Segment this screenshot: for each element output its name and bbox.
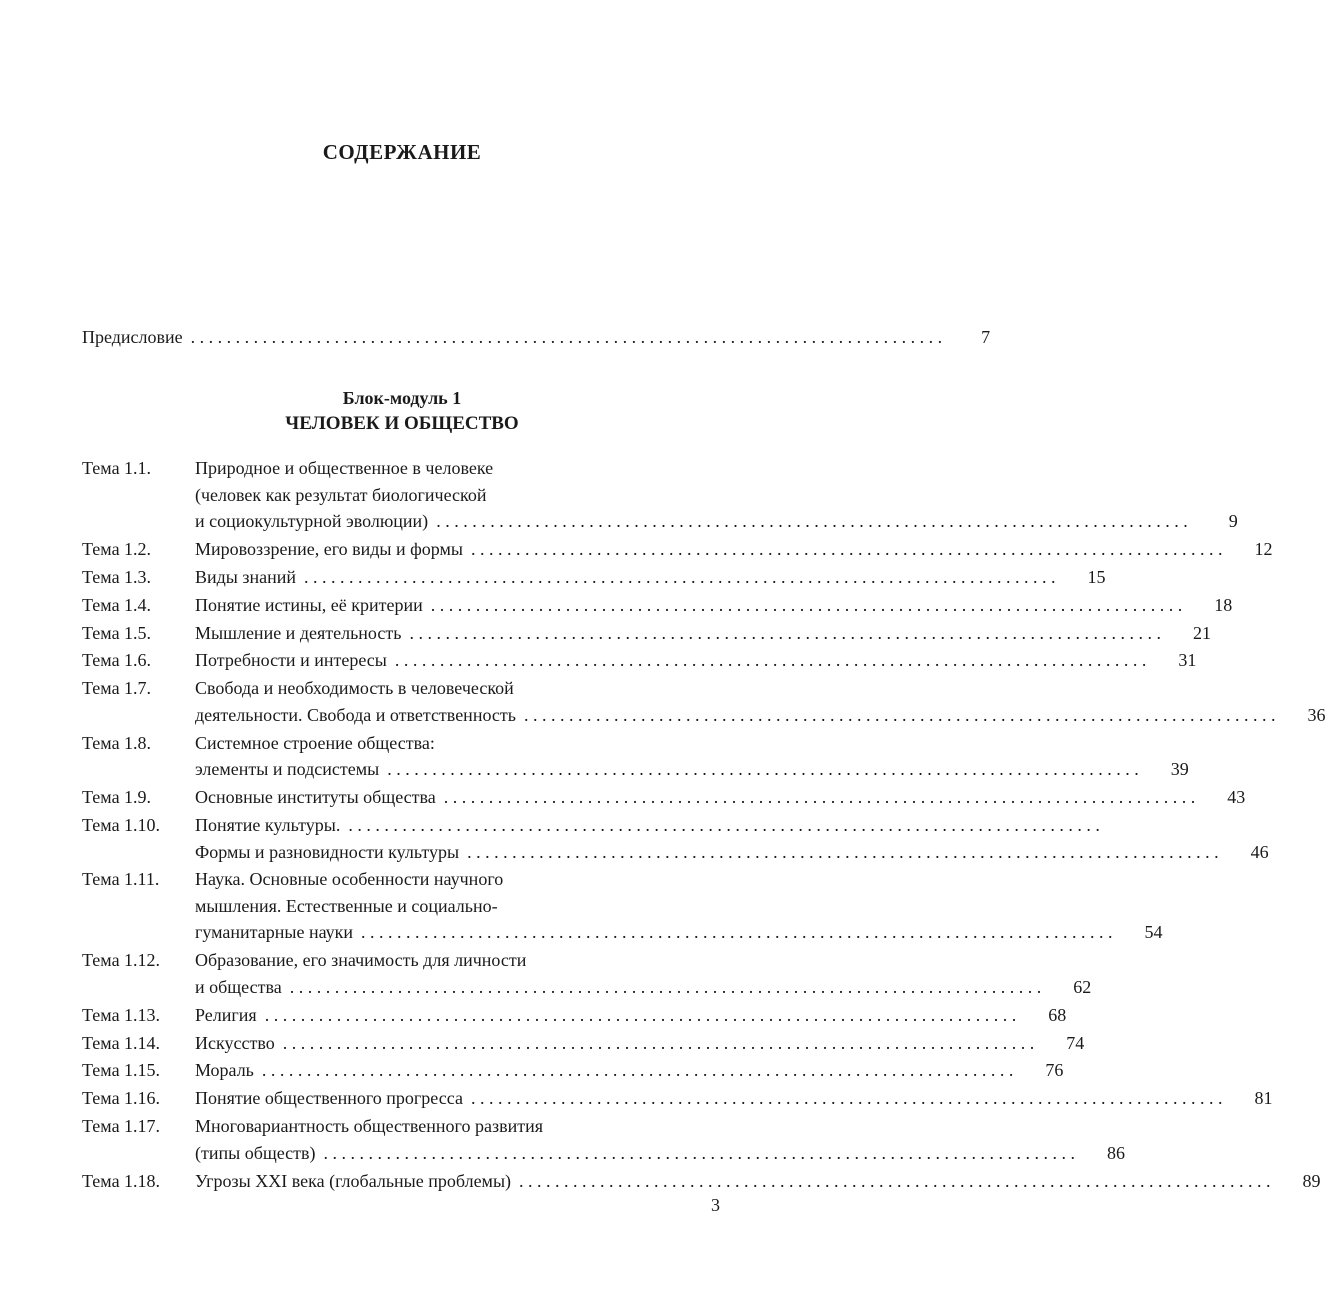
toc-entry-page: 68 [1048, 1004, 1067, 1025]
topic-number: Тема 1.16. [82, 1088, 161, 1109]
topic-number: Тема 1.18. [82, 1170, 161, 1191]
topic-body [195, 730, 1189, 783]
toc-entry[interactable] [82, 730, 1189, 783]
topic-title-line: Формы и разновидности культуры [195, 841, 460, 862]
leader-dots [431, 592, 1183, 619]
topic-title-line: Искусство [195, 1032, 275, 1053]
topic-title-line: (типы обществ) [195, 1142, 316, 1163]
toc-entry-page: 12 [1254, 538, 1273, 559]
topic-number: Тема 1.8. [82, 732, 152, 753]
toc-entry[interactable] [82, 620, 1211, 647]
toc-entry-page: 81 [1254, 1088, 1273, 1109]
topic-title-line: Мораль [195, 1060, 254, 1081]
topic-number: Тема 1.4. [82, 594, 152, 615]
toc-entry-label: Предисловие [82, 327, 183, 347]
topic-body [195, 647, 1196, 674]
toc-entry[interactable] [82, 675, 1325, 728]
topic-title-line: Системное строение общества: [195, 732, 435, 753]
topic-number: Тема 1.6. [82, 650, 152, 671]
topic-title-line: Наука. Основные особенности научного [195, 869, 504, 890]
toc-entry[interactable] [82, 564, 1106, 591]
topic-number: Тема 1.17. [82, 1116, 161, 1137]
toc-entry-page: 43 [1227, 787, 1246, 808]
toc-entry-page: 62 [1073, 976, 1092, 997]
toc-entry[interactable] [82, 536, 1273, 563]
toc-entry[interactable] [82, 866, 1163, 946]
leader-dots [471, 536, 1223, 563]
toc-entry[interactable] [82, 455, 1238, 535]
topic-body [195, 1057, 1063, 1084]
topic-title-line: деятельности. Свобода и ответственность [195, 704, 516, 725]
toc-entry-page: 76 [1045, 1060, 1064, 1081]
leader-dots [348, 812, 1218, 839]
leader-dots [361, 919, 1113, 946]
topic-number: Тема 1.5. [82, 622, 152, 643]
topic-body [195, 592, 1232, 619]
block-heading [0, 385, 804, 437]
toc-entry[interactable] [82, 1057, 1064, 1084]
topic-number: Тема 1.13. [82, 1004, 161, 1025]
toc-entry-page: 89 [1302, 1170, 1321, 1191]
block-title: ЧЕЛОВЕК И ОБЩЕСТВО [285, 413, 519, 434]
topic-title-line: Понятие общественного прогресса [195, 1088, 463, 1109]
leader-dots [290, 974, 1042, 1001]
topic-body [195, 866, 1163, 946]
topic-title-line: гуманитарные науки [195, 922, 354, 943]
leader-dots [191, 324, 943, 350]
toc-entry[interactable] [82, 1085, 1273, 1112]
toc-entry-page: 7 [981, 327, 991, 347]
topic-number: Тема 1.12. [82, 950, 161, 971]
leader-dots [436, 508, 1188, 535]
topic-number: Тема 1.7. [82, 678, 152, 699]
topic-body [195, 536, 1273, 563]
topic-title-line: Основные институты общества [195, 787, 436, 808]
toc-entry-page: 39 [1170, 759, 1189, 780]
topic-title-line: Потребности и интересы [195, 650, 387, 671]
topic-body [195, 947, 1091, 1000]
leader-dots [304, 564, 1056, 591]
leader-dots [444, 784, 1196, 811]
toc-entry[interactable] [82, 784, 1246, 811]
toc-entry-page: 36 [1307, 704, 1325, 725]
topic-title-line: и социокультурной эволюции) [195, 511, 429, 531]
toc-entry-page: 74 [1066, 1032, 1085, 1053]
table-of-contents [82, 455, 1325, 1196]
toc-entry[interactable] [82, 947, 1092, 1000]
toc-entry[interactable] [82, 592, 1233, 619]
topic-number: Тема 1.11. [82, 869, 160, 890]
toc-entry-page: 54 [1144, 922, 1163, 943]
topic-number: Тема 1.1. [82, 458, 152, 478]
leader-dots [409, 620, 1161, 647]
topic-title-line: Многовариантность общественного развития [195, 1116, 543, 1137]
leader-dots [262, 1057, 1014, 1084]
toc-entry-page: 15 [1087, 566, 1106, 587]
topic-body [195, 784, 1245, 811]
topic-number: Тема 1.10. [82, 815, 161, 836]
topic-title-line: Виды знаний [195, 566, 297, 587]
toc-entry[interactable] [82, 1030, 1085, 1057]
toc-entry-page: 86 [1107, 1142, 1126, 1163]
topic-title-line: Понятие истины, её критерии [195, 594, 423, 615]
leader-dots [471, 1085, 1223, 1112]
topic-body [195, 812, 1269, 865]
topic-body [195, 455, 1238, 535]
topic-number: Тема 1.14. [82, 1032, 161, 1053]
leader-dots [467, 839, 1219, 866]
toc-entry-page: 18 [1214, 594, 1233, 615]
toc-entry-page: 9 [1228, 511, 1238, 531]
toc-entry-page: 31 [1178, 650, 1197, 671]
topic-body [195, 1030, 1084, 1057]
topic-body [195, 1168, 1321, 1195]
leader-dots [283, 1030, 1035, 1057]
topic-body [195, 564, 1106, 591]
toc-entry-preface[interactable] [82, 324, 991, 350]
topic-title-line: Свобода и необходимость в человеческой [195, 678, 514, 699]
topic-number: Тема 1.15. [82, 1060, 161, 1081]
topic-title-line: мышления. Естественные и социально- [195, 895, 498, 916]
topic-title-line: Природное и общественное в человеке [195, 458, 494, 478]
topic-number: Тема 1.2. [82, 538, 152, 559]
topic-title-line: Угрозы XXI века (глобальные проблемы) [195, 1170, 512, 1191]
topic-body [195, 675, 1325, 728]
leader-dots [524, 702, 1276, 729]
toc-entry[interactable] [82, 1113, 1126, 1166]
toc-entry[interactable] [82, 812, 1269, 865]
topic-body [195, 1085, 1272, 1112]
leader-dots [324, 1140, 1076, 1167]
topic-title-line: Религия [195, 1004, 257, 1025]
topic-number: Тема 1.3. [82, 566, 152, 587]
topic-title-line: элементы и подсистемы [195, 759, 380, 780]
leader-dots [395, 647, 1147, 674]
topic-title-line: Образование, его значимость для личности [195, 950, 527, 971]
topic-title-line: и общества [195, 976, 282, 997]
toc-entry[interactable] [82, 1168, 1321, 1195]
block-number: Блок-модуль 1 [342, 388, 462, 408]
toc-entry[interactable] [82, 1002, 1067, 1029]
topic-body [195, 1002, 1066, 1029]
leader-dots [265, 1002, 1017, 1029]
topic-title-line: Мышление и деятельность [195, 622, 402, 643]
toc-entry[interactable] [82, 647, 1197, 674]
topic-title-line: Понятие культуры. [195, 815, 341, 836]
topic-number: Тема 1.9. [82, 787, 152, 808]
leader-dots [387, 756, 1139, 783]
page-title: СОДЕРЖАНИЕ [322, 140, 482, 164]
topic-title-line: (человек как результат биологической [195, 484, 487, 505]
toc-entry-page: 46 [1250, 841, 1269, 862]
topic-body [195, 1113, 1125, 1166]
leader-dots [519, 1168, 1271, 1195]
page-number: 3 [711, 1195, 720, 1215]
topic-title-line: Мировоззрение, его виды и формы [195, 538, 464, 559]
topic-body [195, 620, 1211, 647]
toc-entry-page: 21 [1192, 622, 1211, 643]
